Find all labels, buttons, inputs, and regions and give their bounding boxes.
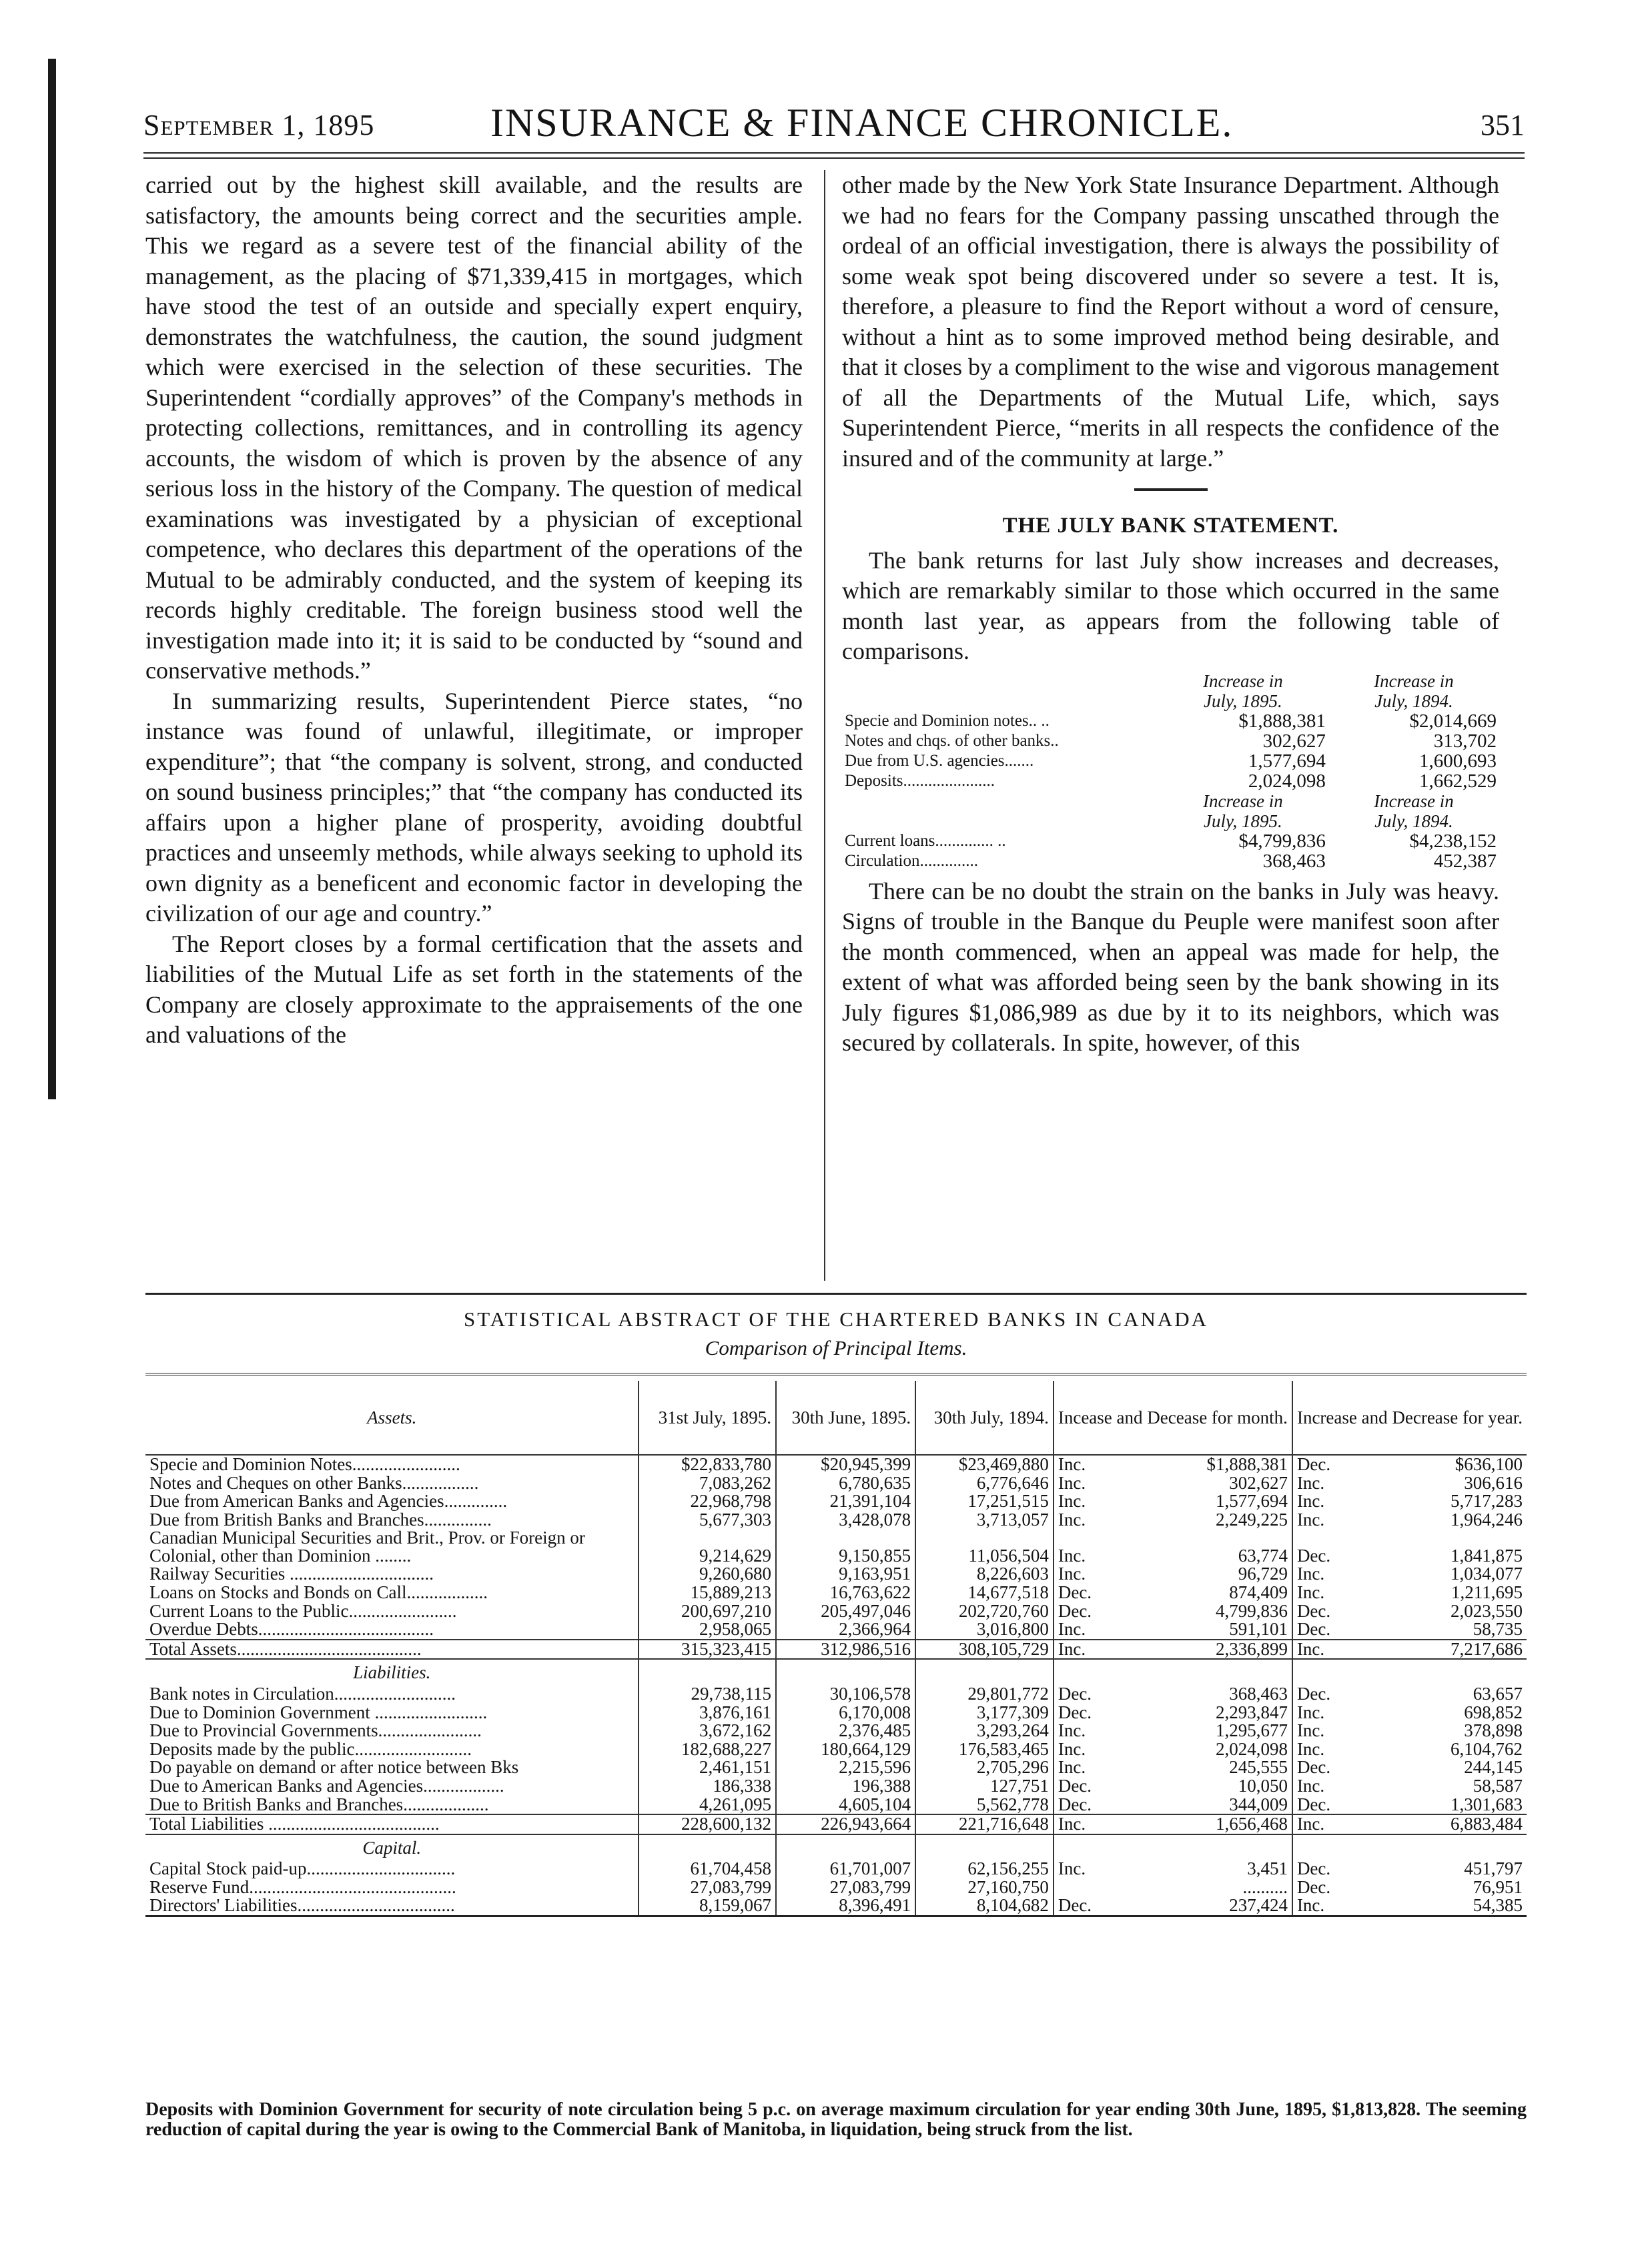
cell-change-type: Dec. bbox=[1292, 1860, 1364, 1878]
cell-value: 1,301,683 bbox=[1451, 1794, 1523, 1814]
cell-value: 4,261,095 bbox=[639, 1796, 776, 1815]
cell-value: 1,211,695 bbox=[1451, 1582, 1523, 1602]
comparison-row bbox=[842, 851, 1499, 871]
cell-change-type: Inc. bbox=[1054, 1455, 1144, 1474]
cell-value: 1,656,468 bbox=[1144, 1814, 1292, 1834]
publication-title: INSURANCE & FINANCE CHRONICLE. bbox=[490, 101, 1234, 145]
cell-value: 180,664,129 bbox=[776, 1740, 915, 1759]
cell-value: 76,951 bbox=[1473, 1876, 1523, 1897]
cell-value: 30,106,578 bbox=[776, 1685, 915, 1704]
cell-value: 8,159,067 bbox=[639, 1896, 776, 1916]
total-assets-row bbox=[145, 1640, 1527, 1660]
cell-change-type: Inc. bbox=[1054, 1640, 1144, 1660]
cell-value: 3,713,057 bbox=[915, 1511, 1054, 1530]
comparison-value: 313,702 bbox=[1433, 730, 1497, 752]
capital-heading: Capital. bbox=[362, 1837, 422, 1858]
cell-change-type: Dec. bbox=[1292, 1758, 1364, 1777]
right-paragraph-1: other made by the New York State Insurance Department. Although we had no fears for the Company passing unscathed through the ordeal of an official investigation, there is always the possibility of some weak spot being discovered under so severe a test. It is, therefore, a pleasure to find the Report without a word of censure, without a hint as to some improved method being desirable, and that it closes by a compliment to the wise and vigorous management of all the Departments of the Mutual Life, which, says Superintendent Pierce, “merits in all respects the confidence of the insured and of the community at large.” bbox=[842, 171, 1499, 472]
abstract-header-row bbox=[145, 1381, 1527, 1455]
cell-value: 176,583,465 bbox=[915, 1740, 1054, 1759]
table-row bbox=[145, 1740, 1527, 1759]
cell-change-type: Inc. bbox=[1292, 1740, 1364, 1759]
cell-value: 2,366,964 bbox=[776, 1620, 915, 1640]
row-label: Total Liabilities ...................................... bbox=[145, 1814, 639, 1834]
cell-change-type: Dec. bbox=[1054, 1777, 1144, 1796]
column-divider bbox=[824, 170, 825, 1281]
comparison-header: Increase in bbox=[1374, 790, 1454, 811]
cell-value: 3,451 bbox=[1247, 1858, 1288, 1879]
table-row bbox=[145, 1584, 1527, 1602]
comparison-header: July, 1895. bbox=[1203, 810, 1282, 831]
comparison-value: 368,463 bbox=[1262, 850, 1326, 872]
cell-change-type: Inc. bbox=[1054, 1474, 1144, 1493]
capital-heading-row bbox=[145, 1834, 1527, 1860]
comparison-row bbox=[842, 831, 1499, 851]
comparison-value: 2,024,098 bbox=[1248, 770, 1326, 792]
cell-value: 2,705,296 bbox=[915, 1758, 1054, 1777]
row-label: Canadian Municipal Securities and Brit., Prov. or Foreign or Colonial, other than Dominion ........ bbox=[149, 1528, 585, 1566]
cell-value: 4,799,836 bbox=[1215, 1600, 1288, 1621]
table-row bbox=[145, 1796, 1527, 1815]
cell-change-type: Dec. bbox=[1054, 1584, 1144, 1602]
comparison-value: $4,238,152 bbox=[1409, 830, 1497, 852]
page-header bbox=[143, 100, 1525, 147]
cell-value: 315,323,415 bbox=[639, 1640, 776, 1660]
comparison-value: $2,014,669 bbox=[1409, 710, 1497, 732]
cell-value: 14,677,518 bbox=[915, 1584, 1054, 1602]
cell-change-type: Dec. bbox=[1054, 1602, 1144, 1621]
cell-value: 27,160,750 bbox=[915, 1878, 1054, 1897]
left-paragraph-1: carried out by the highest skill available, and the results are satisfactory, the amounts being correct and the securities ample. This we regard as a severe test of the financial ability of the management, as the placing of $71,339,415 in mortgages, which have stood the test of an outside and specially expert enquiry, demonstrates the watchfulness, the caution, the sound judgment which were exercised in the selection of these securities. The Superintendent “cordially approves” of the Company's methods in protecting collections, remittances, and in controlling its agency accounts, the wisdom of which is proven by the absence of any serious loss in the history of the Company. The question of medical examinations was investigated by a physician of exceptional competence, who declares this department of the operations of the Mutual to be admirably conducted, and the system of keeping its records highly creditable. The foreign business stood well the investigation made into it; it is said to be conducted by “sound and conservative methods.” bbox=[145, 171, 803, 684]
comparison-value: $4,799,836 bbox=[1238, 830, 1326, 852]
cell-value: 2,958,065 bbox=[639, 1620, 776, 1640]
table-row bbox=[145, 1455, 1527, 1474]
cell-value: 22,968,798 bbox=[639, 1492, 776, 1511]
comparison-value: $1,888,381 bbox=[1238, 710, 1326, 732]
table-row bbox=[145, 1620, 1527, 1640]
abstract-top-rule bbox=[145, 1293, 1527, 1295]
cell-value: 1,295,677 bbox=[1215, 1720, 1288, 1741]
cell-change-type: Dec. bbox=[1292, 1620, 1364, 1640]
cell-value: 3,177,309 bbox=[915, 1704, 1054, 1722]
cell-value: $1,888,381 bbox=[1206, 1454, 1288, 1474]
comparison-label: Specie and Dominion notes.. .. bbox=[845, 711, 1050, 730]
comparison-header: Increase in bbox=[1374, 670, 1454, 691]
table-row bbox=[145, 1704, 1527, 1722]
cell-value: 200,697,210 bbox=[639, 1602, 776, 1621]
comparison-label: Current loans.............. .. bbox=[845, 831, 1006, 850]
left-paragraph-2: In summarizing results, Superintendent Pierce states, “no instance was found of unlawful, illegitimate, or improper expenditure”; that “the company is solvent, strong, and conducted on sound business principles;” that “the company has conducted its affairs upon a higher plane of prosperity, avoiding doubtful practices and unseemly methods, while always seeking to uphold its own dignity as a beneficent and economic factor in developing the civilization of our age and country.” bbox=[145, 687, 803, 927]
cell-value: 5,562,778 bbox=[915, 1796, 1054, 1815]
issue-date: September 1, 1895 bbox=[143, 109, 375, 141]
cell-value: 63,657 bbox=[1473, 1683, 1523, 1704]
cell-value: 306,616 bbox=[1464, 1472, 1523, 1493]
cell-value: 2,376,485 bbox=[776, 1722, 915, 1740]
cell-value: 5,717,283 bbox=[1451, 1491, 1523, 1512]
abstract-subtitle: Comparison of Principal Items. bbox=[705, 1336, 967, 1359]
comparison-header: Increase in bbox=[1202, 790, 1283, 811]
cell-value: 9,214,629 bbox=[639, 1529, 776, 1565]
comparison-header: Increase in bbox=[1202, 670, 1283, 691]
row-label: Due to American Banks and Agencies.................. bbox=[149, 1775, 504, 1796]
cell-value: 3,428,078 bbox=[776, 1511, 915, 1530]
cell-change-type: Dec. bbox=[1292, 1796, 1364, 1815]
cell-value: .......... bbox=[1242, 1876, 1288, 1897]
row-label: Due to Provincial Governments....................... bbox=[149, 1720, 482, 1741]
table-row bbox=[145, 1685, 1527, 1704]
cell-value: 245,555 bbox=[1229, 1757, 1288, 1778]
cell-change-type: Inc. bbox=[1054, 1511, 1144, 1530]
cell-value: 226,943,664 bbox=[776, 1814, 915, 1834]
row-label: Bank notes in Circulation........................... bbox=[149, 1683, 456, 1704]
table-row bbox=[145, 1896, 1527, 1916]
cell-change-type: Inc. bbox=[1054, 1565, 1144, 1584]
table-row bbox=[145, 1758, 1527, 1777]
liabilities-heading-row bbox=[145, 1659, 1527, 1685]
comparison-row bbox=[842, 731, 1499, 751]
abstract-footnote: Deposits with Dominion Government for security of note circulation being 5 p.c. on average maximum circulation for year ending 30th June, 1895, $1,813,828. The seeming reduction of capital during the year is owing to the Commercial Bank of Manitoba, in liquidation, being struck from the list. bbox=[145, 2099, 1527, 2140]
comparison-header-row bbox=[842, 811, 1499, 831]
comparison-value: 302,627 bbox=[1262, 730, 1326, 752]
right-paragraph-2: The bank returns for last July show increases and decreases, which are remarkably similar to those which occurred in the same month last year, as appears from the following table of comparisons. bbox=[842, 546, 1499, 664]
cell-value: $20,945,399 bbox=[776, 1455, 915, 1474]
table-row bbox=[145, 1529, 1527, 1565]
cell-value: 874,409 bbox=[1229, 1582, 1288, 1602]
cell-value: 6,776,646 bbox=[915, 1474, 1054, 1493]
cell-value: 302,627 bbox=[1229, 1472, 1288, 1493]
cell-change-type: Inc. bbox=[1292, 1584, 1364, 1602]
cell-change-type: Inc. bbox=[1292, 1777, 1364, 1796]
cell-value: 16,763,622 bbox=[776, 1584, 915, 1602]
abstract-header-col1: 31st July, 1895. bbox=[639, 1381, 776, 1455]
row-label: Due from American Banks and Agencies.............. bbox=[149, 1491, 508, 1512]
cell-change-type: Inc. bbox=[1292, 1640, 1364, 1660]
cell-value: 312,986,516 bbox=[776, 1640, 915, 1660]
cell-value: 6,104,762 bbox=[1451, 1738, 1523, 1759]
cell-value: 2,024,098 bbox=[1215, 1738, 1288, 1759]
cell-value: 182,688,227 bbox=[639, 1740, 776, 1759]
row-label: Overdue Debts....................................... bbox=[149, 1619, 434, 1640]
row-label: Current Loans to the Public........................ bbox=[149, 1600, 457, 1621]
cell-value: 63,774 bbox=[1238, 1545, 1288, 1566]
cell-value: 698,852 bbox=[1464, 1702, 1523, 1722]
table-row bbox=[145, 1565, 1527, 1584]
abstract-body bbox=[145, 1455, 1527, 1916]
cell-value: 27,083,799 bbox=[776, 1878, 915, 1897]
cell-value: $22,833,780 bbox=[639, 1455, 776, 1474]
table-row bbox=[145, 1878, 1527, 1897]
cell-value: 3,293,264 bbox=[915, 1722, 1054, 1740]
right-paragraph-3: There can be no doubt the strain on the banks in July was heavy. Signs of trouble in the Banque du Peuple were manifest soon after the month commenced, when an appeal was made for help, the extent of what was afforded being seen by the bank showing in its July figures $1,086,989 as due by it to its neighbors, which was secured by collaterals. In spite, however, of this bbox=[842, 877, 1499, 1056]
left-column bbox=[145, 170, 803, 1051]
cell-value: 1,964,246 bbox=[1451, 1509, 1523, 1530]
cell-value: 221,716,648 bbox=[915, 1814, 1054, 1834]
comparison-row bbox=[842, 751, 1499, 771]
cell-value: 58,735 bbox=[1473, 1619, 1523, 1640]
cell-value: 6,780,635 bbox=[776, 1474, 915, 1493]
row-label: Due from British Banks and Branches............... bbox=[149, 1509, 492, 1530]
table-row bbox=[145, 1860, 1527, 1878]
liabilities-heading: Liabilities. bbox=[353, 1662, 431, 1683]
comparison-label: Due from U.S. agencies....... bbox=[845, 751, 1034, 770]
cell-value: 29,801,772 bbox=[915, 1685, 1054, 1704]
cell-value: 378,898 bbox=[1464, 1720, 1523, 1741]
table-row bbox=[145, 1602, 1527, 1621]
comparison-label: Circulation.............. bbox=[845, 851, 978, 870]
cell-value: 61,701,007 bbox=[776, 1860, 915, 1878]
cell-change-type: Inc. bbox=[1054, 1722, 1144, 1740]
cell-change-type bbox=[1054, 1878, 1144, 1897]
cell-value: 6,170,008 bbox=[776, 1704, 915, 1722]
cell-change-type: Inc. bbox=[1054, 1860, 1144, 1878]
cell-change-type: Inc. bbox=[1054, 1740, 1144, 1759]
cell-value: 5,677,303 bbox=[639, 1511, 776, 1530]
cell-value: 17,251,515 bbox=[915, 1492, 1054, 1511]
cell-value: 344,009 bbox=[1229, 1794, 1288, 1814]
row-label: Total Assets......................................... bbox=[145, 1640, 639, 1660]
cell-value: 2,023,550 bbox=[1451, 1600, 1523, 1621]
comparison-value: 1,600,693 bbox=[1419, 750, 1497, 772]
cell-value: 1,577,694 bbox=[1215, 1491, 1288, 1512]
cell-change-type: Inc. bbox=[1292, 1492, 1364, 1511]
total-liabilities-row bbox=[145, 1814, 1527, 1834]
cell-value: 237,424 bbox=[1144, 1896, 1292, 1916]
table-row bbox=[145, 1777, 1527, 1796]
page-edge-bar bbox=[48, 59, 56, 1099]
row-label: Do payable on demand or after notice between Bks bbox=[149, 1757, 519, 1778]
cell-value: 58,587 bbox=[1473, 1775, 1523, 1796]
header-rule bbox=[143, 152, 1525, 154]
comparison-header-row bbox=[842, 791, 1499, 811]
cell-change-type: Inc. bbox=[1292, 1565, 1364, 1584]
abstract-header-assets: Assets. bbox=[145, 1381, 639, 1455]
cell-value: 7,217,686 bbox=[1363, 1640, 1527, 1660]
abstract-header-col4: Incease and Decease for month. bbox=[1054, 1381, 1292, 1455]
cell-value: 10,050 bbox=[1238, 1775, 1288, 1796]
table-row bbox=[145, 1722, 1527, 1740]
cell-value: 9,260,680 bbox=[639, 1565, 776, 1584]
cell-value: 368,463 bbox=[1229, 1683, 1288, 1704]
header-rule-secondary bbox=[143, 157, 1525, 159]
cell-change-type: Inc. bbox=[1292, 1814, 1364, 1834]
cell-value: 3,876,161 bbox=[639, 1704, 776, 1722]
cell-value: 2,461,151 bbox=[639, 1758, 776, 1777]
cell-value: 196,388 bbox=[776, 1777, 915, 1796]
cell-value: 7,083,262 bbox=[639, 1474, 776, 1493]
cell-value: $636,100 bbox=[1455, 1454, 1523, 1474]
row-label: Loans on Stocks and Bonds on Call.................. bbox=[149, 1582, 488, 1602]
row-label: Reserve Fund.............................................. bbox=[149, 1876, 456, 1897]
row-label: Due to British Banks and Branches................... bbox=[149, 1794, 489, 1814]
cell-value: 244,145 bbox=[1464, 1757, 1523, 1778]
cell-change-type: Inc. bbox=[1054, 1492, 1144, 1511]
right-column bbox=[842, 170, 1499, 1059]
abstract-header-col2: 30th June, 1895. bbox=[776, 1381, 915, 1455]
abstract-title: STATISTICAL ABSTRACT OF THE CHARTERED BANKS IN CANADA bbox=[463, 1307, 1209, 1331]
cell-value: 3,016,800 bbox=[915, 1620, 1054, 1640]
table-row bbox=[145, 1511, 1527, 1530]
cell-change-type: Dec. bbox=[1054, 1704, 1144, 1722]
cell-change-type: Dec. bbox=[1054, 1896, 1144, 1916]
cell-value: 1,034,077 bbox=[1451, 1564, 1523, 1584]
cell-value: 62,156,255 bbox=[915, 1860, 1054, 1878]
cell-value: 451,797 bbox=[1464, 1858, 1523, 1879]
cell-value: 15,889,213 bbox=[639, 1584, 776, 1602]
row-label: Due to Dominion Government ......................... bbox=[149, 1702, 488, 1722]
table-row bbox=[145, 1492, 1527, 1511]
cell-value: 61,704,458 bbox=[639, 1860, 776, 1878]
row-label: Specie and Dominion Notes........................ bbox=[149, 1454, 460, 1474]
cell-value: 96,729 bbox=[1238, 1564, 1288, 1584]
cell-change-type: Inc. bbox=[1054, 1529, 1144, 1565]
comparison-header-row bbox=[842, 671, 1499, 691]
comparison-row bbox=[842, 711, 1499, 731]
cell-change-type: Inc. bbox=[1054, 1758, 1144, 1777]
cell-change-type: Dec. bbox=[1054, 1796, 1144, 1815]
row-label: Railway Securities ................................ bbox=[149, 1564, 434, 1584]
table-row bbox=[145, 1474, 1527, 1493]
cell-change-type: Inc. bbox=[1292, 1474, 1364, 1493]
cell-value: 9,163,951 bbox=[776, 1565, 915, 1584]
cell-value: 27,083,799 bbox=[639, 1878, 776, 1897]
cell-value: 2,215,596 bbox=[776, 1758, 915, 1777]
page-number: 351 bbox=[1481, 109, 1525, 141]
cell-value: 11,056,504 bbox=[915, 1529, 1054, 1565]
cell-value: 8,226,603 bbox=[915, 1565, 1054, 1584]
row-label: Deposits made by the public.......................... bbox=[149, 1738, 472, 1759]
cell-value: 1,841,875 bbox=[1451, 1545, 1523, 1566]
cell-change-type: Dec. bbox=[1054, 1685, 1144, 1704]
comparison-label: Deposits...................... bbox=[845, 771, 995, 790]
cell-change-type: Inc. bbox=[1054, 1814, 1144, 1834]
comparison-table bbox=[842, 671, 1499, 871]
comparison-header: July, 1894. bbox=[1374, 690, 1453, 711]
section-separator bbox=[1134, 488, 1208, 491]
cell-value: 2,293,847 bbox=[1215, 1702, 1288, 1722]
comparison-value: 452,387 bbox=[1433, 850, 1497, 872]
cell-change-type: Dec. bbox=[1292, 1602, 1364, 1621]
abstract-header-col5: Increase and Decrease for year. bbox=[1292, 1381, 1527, 1455]
cell-value: 228,600,132 bbox=[639, 1814, 776, 1834]
comparison-label: Notes and chqs. of other banks.. bbox=[845, 731, 1059, 750]
cell-change-type: Inc. bbox=[1292, 1511, 1364, 1530]
row-label: Directors' Liabilities................................... bbox=[145, 1896, 639, 1916]
cell-value: 3,672,162 bbox=[639, 1722, 776, 1740]
row-label: Capital Stock paid-up................................. bbox=[149, 1858, 456, 1879]
cell-value: 591,101 bbox=[1229, 1619, 1288, 1640]
cell-change-type: Inc. bbox=[1292, 1896, 1364, 1916]
cell-value: 8,396,491 bbox=[776, 1896, 915, 1916]
cell-change-type: Inc. bbox=[1292, 1722, 1364, 1740]
cell-value: 2,249,225 bbox=[1215, 1509, 1288, 1530]
cell-value: 21,391,104 bbox=[776, 1492, 915, 1511]
cell-value: 202,720,760 bbox=[915, 1602, 1054, 1621]
comparison-value: 1,577,694 bbox=[1248, 750, 1326, 772]
row-label: Notes and Cheques on other Banks................. bbox=[149, 1472, 479, 1493]
cell-value: 186,338 bbox=[639, 1777, 776, 1796]
cell-change-type: Dec. bbox=[1292, 1685, 1364, 1704]
comparison-header: July, 1894. bbox=[1374, 810, 1453, 831]
comparison-header: July, 1895. bbox=[1203, 690, 1282, 711]
left-paragraph-3: The Report closes by a formal certification that the assets and liabilities of the Mutual Life as set forth in the statements of the Company are closely approximate to the appraisements of the one and valuations of the bbox=[145, 930, 803, 1048]
comparison-row bbox=[842, 771, 1499, 791]
cell-value: 308,105,729 bbox=[915, 1640, 1054, 1660]
cell-value: 205,497,046 bbox=[776, 1602, 915, 1621]
cell-value: 29,738,115 bbox=[639, 1685, 776, 1704]
abstract-header-col3: 30th July, 1894. bbox=[915, 1381, 1054, 1455]
cell-change-type: Dec. bbox=[1292, 1878, 1364, 1897]
cell-value: 9,150,855 bbox=[776, 1529, 915, 1565]
comparison-value: 1,662,529 bbox=[1419, 770, 1497, 792]
cell-value: 127,751 bbox=[915, 1777, 1054, 1796]
cell-value: 6,883,484 bbox=[1363, 1814, 1527, 1834]
cell-change-type: Inc. bbox=[1054, 1620, 1144, 1640]
comparison-header-row bbox=[842, 691, 1499, 711]
cell-value: 2,336,899 bbox=[1144, 1640, 1292, 1660]
abstract-double-rule bbox=[145, 1373, 1527, 1375]
cell-value: 54,385 bbox=[1363, 1896, 1527, 1916]
cell-change-type: Inc. bbox=[1292, 1704, 1364, 1722]
cell-change-type: Dec. bbox=[1292, 1455, 1364, 1474]
section-title: THE JULY BANK STATEMENT. bbox=[1002, 514, 1339, 538]
cell-value: $23,469,880 bbox=[915, 1455, 1054, 1474]
statistical-abstract-table bbox=[145, 1381, 1527, 1917]
cell-change-type: Dec. bbox=[1292, 1529, 1364, 1565]
cell-value: 8,104,682 bbox=[915, 1896, 1054, 1916]
cell-value: 4,605,104 bbox=[776, 1796, 915, 1815]
